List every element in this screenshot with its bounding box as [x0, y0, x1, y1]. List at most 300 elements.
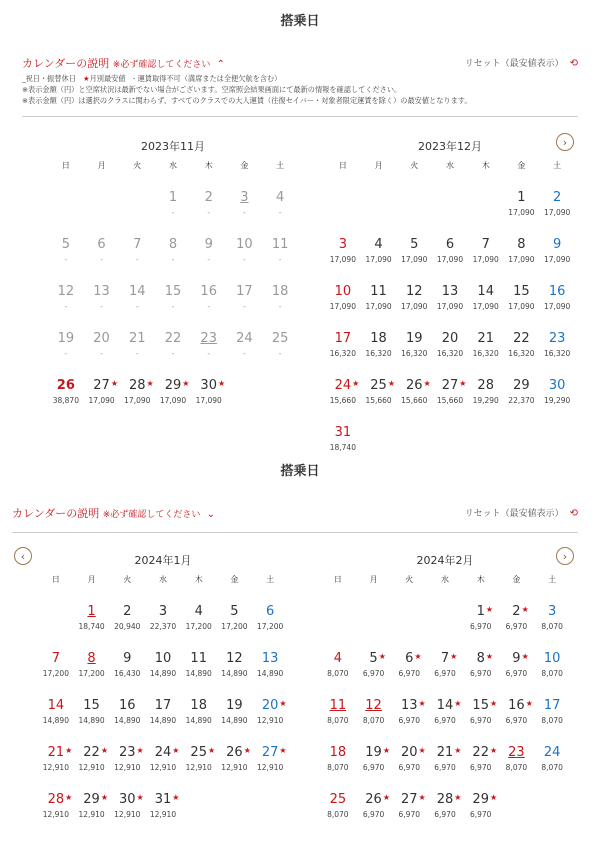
- day-cell[interactable]: [499, 637, 535, 684]
- lowest-fare-star-icon: ★: [489, 699, 498, 708]
- day-number-text: 1: [87, 604, 96, 619]
- day-cell[interactable]: [504, 317, 540, 364]
- day-cell[interactable]: [252, 637, 288, 684]
- day-cell[interactable]: [181, 590, 217, 637]
- day-cell[interactable]: [320, 684, 356, 731]
- day-number: [330, 696, 347, 716]
- day-fare: 17,090: [159, 396, 187, 405]
- day-cell[interactable]: [109, 637, 145, 684]
- day-fare: -: [135, 255, 139, 264]
- day-cell[interactable]: [325, 364, 361, 411]
- day-fare: 8,070: [327, 810, 349, 819]
- day-cell[interactable]: [74, 684, 110, 731]
- day-cell[interactable]: [325, 317, 361, 364]
- day-fare: 6,970: [469, 669, 492, 678]
- day-fare: -: [278, 302, 282, 311]
- day-cell[interactable]: [391, 731, 427, 778]
- day-cell: [191, 223, 227, 270]
- day-cell[interactable]: [396, 223, 432, 270]
- day-number-text: 27: [261, 745, 279, 760]
- empty-day-cell: [396, 176, 432, 223]
- weekday-label: 日: [333, 575, 342, 584]
- weekday-label: 水: [158, 575, 167, 584]
- day-cell[interactable]: [181, 637, 217, 684]
- day-number: [513, 329, 530, 349]
- day-cell[interactable]: [499, 590, 535, 637]
- day-number-text: 29: [164, 378, 182, 393]
- day-cell[interactable]: [181, 684, 217, 731]
- day-cell[interactable]: [539, 270, 575, 317]
- day-cell[interactable]: [534, 731, 570, 778]
- day-cell[interactable]: [463, 731, 499, 778]
- lowest-fare-star-icon: ★: [387, 379, 395, 388]
- day-number: [165, 282, 182, 302]
- day-cell[interactable]: [504, 270, 540, 317]
- day-fare: 12,910: [78, 810, 105, 819]
- day-number-text: 17: [334, 331, 352, 346]
- day-fare: 15,660: [365, 396, 392, 405]
- day-cell[interactable]: [391, 778, 427, 825]
- lowest-fare-star-icon: ★: [454, 699, 462, 708]
- weekday-label: 土: [276, 161, 285, 170]
- day-number-text: 21: [477, 331, 494, 346]
- legend-text: 月別最安値 - 運賃取得不可（満席または全便欠航を含む）: [89, 74, 282, 83]
- day-cell[interactable]: [252, 590, 288, 637]
- weekday-header: [325, 160, 575, 174]
- day-number: [548, 602, 556, 622]
- day-number: [365, 743, 390, 763]
- reset-label: リセット（最安値表示）: [464, 509, 564, 519]
- day-cell: [48, 270, 84, 317]
- day-cell[interactable]: [217, 684, 253, 731]
- day-cell[interactable]: [391, 684, 427, 731]
- day-cell[interactable]: [499, 684, 535, 731]
- day-cell[interactable]: [356, 684, 392, 731]
- day-cell[interactable]: [252, 731, 288, 778]
- day-number: [169, 188, 177, 208]
- day-number-text: 21: [436, 745, 454, 760]
- day-number-text: 22: [164, 331, 182, 346]
- day-fare: 17,090: [508, 302, 535, 311]
- day-fare: 17,090: [195, 396, 222, 405]
- day-fare: 6,970: [469, 622, 492, 631]
- day-cell[interactable]: [432, 317, 468, 364]
- day-cell[interactable]: [109, 778, 145, 825]
- day-cell[interactable]: [145, 778, 181, 825]
- day-number-text: 26: [56, 378, 75, 393]
- empty-day-cell: [356, 590, 392, 637]
- day-fare: 16,320: [401, 349, 428, 358]
- day-cell: [262, 270, 298, 317]
- weekday-label: 木: [476, 575, 485, 584]
- day-cell[interactable]: [396, 364, 432, 411]
- day-number-text: 4: [276, 190, 285, 205]
- day-cell[interactable]: [320, 637, 356, 684]
- day-number: [472, 743, 498, 763]
- day-cell[interactable]: [432, 364, 468, 411]
- day-cell[interactable]: [356, 778, 392, 825]
- day-number: [335, 282, 352, 302]
- lowest-fare-star-icon: ★: [450, 652, 458, 661]
- lowest-fare-star-icon: ★: [65, 793, 73, 802]
- day-cell[interactable]: [504, 176, 540, 223]
- day-number: [549, 282, 566, 302]
- day-cell[interactable]: [391, 637, 427, 684]
- day-cell[interactable]: [432, 270, 468, 317]
- day-number: [365, 696, 382, 716]
- day-cell[interactable]: [361, 223, 397, 270]
- day-cell[interactable]: [539, 364, 575, 411]
- day-number: [48, 696, 65, 716]
- day-cell[interactable]: [539, 176, 575, 223]
- day-number-text: 3: [240, 190, 249, 205]
- weekday-label: 金: [230, 575, 239, 584]
- day-number-text: 15: [164, 284, 182, 299]
- day-number: [512, 602, 529, 622]
- empty-day-cell: [38, 590, 74, 637]
- day-number: [370, 282, 387, 302]
- day-number: [93, 376, 118, 396]
- legend-line: [22, 73, 582, 84]
- day-number: [205, 188, 213, 208]
- day-cell[interactable]: [217, 637, 253, 684]
- day-number: [436, 790, 462, 810]
- day-number-text: 6: [266, 604, 275, 619]
- weekday-label: 日: [51, 575, 60, 584]
- day-fare: 6,970: [362, 763, 385, 772]
- day-fare: 22,370: [508, 396, 535, 405]
- day-number-text: 15: [83, 698, 100, 713]
- day-number: [477, 376, 494, 396]
- day-number-text: 19: [365, 745, 382, 760]
- day-cell[interactable]: [361, 270, 397, 317]
- weekday-label: 土: [266, 575, 275, 584]
- day-number-text: 27: [441, 378, 459, 393]
- day-fare: 6,970: [434, 669, 456, 678]
- lowest-fare-star-icon: ★: [418, 793, 426, 802]
- day-cell[interactable]: [468, 270, 504, 317]
- day-cell[interactable]: [539, 223, 575, 270]
- day-fare: 12,910: [78, 763, 105, 772]
- day-number-text: 19: [226, 698, 243, 713]
- day-cell[interactable]: [84, 364, 120, 411]
- day-cell[interactable]: [145, 590, 181, 637]
- calendar-explanation-toggle[interactable]: [22, 55, 228, 71]
- calendar-explanation-toggle[interactable]: [12, 505, 218, 521]
- day-cell[interactable]: [325, 223, 361, 270]
- day-cell[interactable]: [109, 684, 145, 731]
- day-fare: 12,910: [185, 763, 212, 772]
- weekday-label: 火: [133, 161, 142, 170]
- day-fare: -: [207, 349, 211, 358]
- lowest-fare-star-icon: ★: [136, 746, 144, 755]
- day-number-text: 11: [370, 284, 387, 299]
- day-number-text: 19: [406, 331, 423, 346]
- month-title: 2023年11月: [141, 140, 205, 153]
- legend-line: ※表示金額（円）と空席状況は最新でない場合がございます。空席照会結果画面にて最新の情報を確認してください。: [22, 85, 402, 94]
- day-number: [129, 282, 146, 302]
- day-cell[interactable]: [504, 364, 540, 411]
- day-number-text: 6: [445, 237, 455, 252]
- day-cell[interactable]: [145, 684, 181, 731]
- day-cell[interactable]: [191, 364, 227, 411]
- day-number-text: 13: [261, 651, 279, 666]
- day-cell[interactable]: [539, 317, 575, 364]
- day-fare: 17,090: [544, 255, 571, 264]
- day-number: [200, 282, 217, 302]
- day-cell[interactable]: [427, 778, 463, 825]
- day-number-text: 9: [553, 237, 562, 252]
- empty-day-cell: [325, 176, 361, 223]
- day-cell[interactable]: [74, 637, 110, 684]
- day-fare: 17,090: [508, 208, 535, 217]
- day-number: [334, 649, 342, 669]
- reset-icon: ⟲: [569, 58, 578, 69]
- day-number: [508, 743, 525, 763]
- day-number-text: 19: [57, 331, 75, 346]
- day-cell[interactable]: [361, 364, 397, 411]
- legend-text: _祝日・振替休日: [22, 74, 84, 83]
- day-fare: 18,740: [329, 443, 356, 452]
- reset-button[interactable]: [465, 506, 578, 519]
- day-fare: 19,290: [544, 396, 571, 405]
- day-cell[interactable]: [109, 731, 145, 778]
- lowest-fare-star-icon: ★: [172, 793, 180, 802]
- day-number-text: 18: [329, 745, 347, 760]
- day-number-text: 5: [410, 237, 419, 252]
- day-cell[interactable]: [48, 364, 84, 411]
- day-number-text: 14: [129, 284, 146, 299]
- day-cell[interactable]: [217, 590, 253, 637]
- day-fare: 17,090: [544, 302, 571, 311]
- day-number-text: 23: [548, 331, 566, 346]
- day-cell[interactable]: [109, 590, 145, 637]
- day-number-text: 18: [370, 331, 387, 346]
- lowest-fare-star-icon: ★: [279, 699, 287, 708]
- day-fare: 17,200: [42, 669, 69, 678]
- day-number: [477, 329, 494, 349]
- day-cell[interactable]: [468, 364, 504, 411]
- day-number: [517, 235, 525, 255]
- day-cell[interactable]: [38, 778, 74, 825]
- day-number: [87, 649, 95, 669]
- day-cell[interactable]: [534, 590, 570, 637]
- day-number-text: 30: [119, 792, 136, 807]
- lowest-fare-star-icon: ★: [217, 379, 226, 388]
- day-number: [57, 376, 75, 396]
- day-cell[interactable]: [534, 684, 570, 731]
- day-cell[interactable]: [155, 364, 191, 411]
- day-fare: -: [171, 302, 175, 311]
- empty-day-cell: [391, 590, 427, 637]
- weekday-label: 月: [97, 161, 106, 170]
- day-fare: 17,200: [78, 669, 105, 678]
- day-number-text: 17: [543, 698, 561, 713]
- day-cell[interactable]: [325, 411, 361, 458]
- day-fare: -: [207, 302, 211, 311]
- day-number: [330, 790, 347, 810]
- day-fare: -: [100, 302, 103, 311]
- day-fare: 6,970: [398, 669, 421, 678]
- empty-day-cell: [427, 590, 463, 637]
- day-cell[interactable]: [396, 270, 432, 317]
- day-cell[interactable]: [427, 731, 463, 778]
- day-number: [339, 235, 347, 255]
- day-number: [482, 235, 490, 255]
- day-cell[interactable]: [534, 637, 570, 684]
- day-cell[interactable]: [427, 684, 463, 731]
- day-number: [262, 649, 279, 669]
- day-fare: -: [278, 255, 282, 264]
- day-cell[interactable]: [320, 731, 356, 778]
- lowest-fare-star-icon: ★: [146, 379, 154, 388]
- day-number-text: 29: [472, 792, 489, 807]
- weekday-label: 水: [168, 161, 177, 170]
- day-cell[interactable]: [74, 778, 110, 825]
- day-fare: 16,320: [508, 349, 535, 358]
- day-number-text: 11: [329, 698, 347, 713]
- day-fare: 6,970: [362, 669, 385, 678]
- day-number-text: 17: [154, 698, 172, 713]
- legend-line: ※表示金額（円）は選択のクラスに関わらず、すべてのクラスでの大人運賃（往復セイバー・対象者限定運賃を除く）の最安値となります。: [22, 96, 472, 105]
- chevron-right-icon: ›: [562, 136, 568, 149]
- day-cell[interactable]: [320, 778, 356, 825]
- day-number-text: 13: [93, 284, 110, 299]
- day-number: [406, 376, 431, 396]
- day-cell[interactable]: [252, 684, 288, 731]
- day-cell[interactable]: [74, 731, 110, 778]
- day-cell[interactable]: [145, 637, 181, 684]
- day-number-text: 10: [543, 651, 561, 666]
- day-cell[interactable]: [74, 590, 110, 637]
- day-fare: 12,910: [257, 763, 284, 772]
- day-grid: [325, 176, 575, 458]
- day-fare: 14,890: [78, 716, 105, 725]
- day-cell: [191, 176, 227, 223]
- day-cell[interactable]: [361, 317, 397, 364]
- day-number: [200, 329, 217, 349]
- day-cell[interactable]: [356, 637, 392, 684]
- day-fare: 17,200: [257, 622, 284, 631]
- weekday-label: 金: [240, 161, 249, 170]
- day-cell[interactable]: [181, 731, 217, 778]
- day-fare: 8,070: [505, 763, 528, 772]
- weekday-header: [38, 574, 288, 588]
- day-number-text: 2: [204, 190, 213, 205]
- day-cell[interactable]: [504, 223, 540, 270]
- day-number: [58, 282, 75, 302]
- day-cell[interactable]: [463, 590, 499, 637]
- day-cell[interactable]: [463, 684, 499, 731]
- day-number: [236, 282, 253, 302]
- day-number-text: 7: [133, 237, 142, 252]
- day-number-text: 30: [548, 378, 566, 393]
- day-number: [512, 649, 529, 669]
- day-number: [129, 329, 146, 349]
- day-number: [47, 790, 73, 810]
- day-cell: [155, 223, 191, 270]
- day-cell[interactable]: [145, 731, 181, 778]
- day-cell[interactable]: [427, 637, 463, 684]
- day-number: [405, 649, 422, 669]
- day-number: [544, 649, 561, 669]
- day-cell[interactable]: [38, 731, 74, 778]
- day-cell[interactable]: [499, 731, 535, 778]
- day-fare: 12,910: [149, 763, 177, 772]
- day-number: [406, 282, 423, 302]
- day-number: [93, 329, 110, 349]
- day-number: [442, 282, 459, 302]
- prev-month-button[interactable]: [14, 547, 32, 565]
- day-fare: 14,890: [221, 669, 248, 678]
- day-cell: [155, 270, 191, 317]
- day-grid: [38, 590, 288, 825]
- day-fare: 6,970: [505, 669, 528, 678]
- day-number-text: 17: [236, 284, 253, 299]
- day-cell[interactable]: [396, 317, 432, 364]
- day-number: [330, 743, 347, 763]
- day-number-text: 4: [194, 604, 203, 619]
- day-fare: 8,070: [327, 669, 349, 678]
- day-number: [508, 696, 533, 716]
- day-number-text: 1: [476, 604, 485, 619]
- lowest-fare-star-icon: ★: [454, 793, 462, 802]
- day-fare: 6,970: [434, 716, 456, 725]
- day-fare: 17,200: [221, 622, 248, 631]
- empty-day-cell: [119, 176, 155, 223]
- day-number: [165, 329, 182, 349]
- day-cell: [48, 223, 84, 270]
- day-cell[interactable]: [119, 364, 155, 411]
- day-cell[interactable]: [468, 223, 504, 270]
- day-cell[interactable]: [38, 684, 74, 731]
- weekday-label: 金: [517, 161, 526, 170]
- day-number: [401, 696, 426, 716]
- day-cell: [191, 270, 227, 317]
- day-cell: [155, 176, 191, 223]
- day-cell[interactable]: [217, 731, 253, 778]
- day-number-text: 23: [508, 745, 525, 760]
- day-number: [119, 696, 136, 716]
- month-calendar: [48, 138, 298, 411]
- day-cell[interactable]: [468, 317, 504, 364]
- day-number-text: 2: [553, 190, 562, 205]
- day-cell[interactable]: [38, 637, 74, 684]
- lowest-fare-star-icon: ★: [100, 793, 108, 802]
- day-number-text: 25: [190, 745, 207, 760]
- day-number-text: 22: [513, 331, 530, 346]
- day-number: [87, 602, 95, 622]
- day-fare: 17,090: [88, 396, 115, 405]
- day-cell[interactable]: [432, 223, 468, 270]
- month-title: 2024年1月: [134, 554, 192, 567]
- day-cell[interactable]: [463, 637, 499, 684]
- lowest-fare-star-icon: ★: [418, 699, 426, 708]
- day-fare: 17,200: [185, 622, 212, 631]
- day-number: [47, 743, 73, 763]
- day-fare: 12,910: [114, 810, 141, 819]
- day-fare: 19,290: [472, 396, 499, 405]
- reset-button[interactable]: [465, 56, 578, 69]
- day-number-text: 29: [513, 378, 530, 393]
- day-cell[interactable]: [463, 778, 499, 825]
- weekday-label: 土: [553, 161, 562, 170]
- day-cell[interactable]: [325, 270, 361, 317]
- day-number-text: 9: [512, 651, 521, 666]
- day-cell[interactable]: [356, 731, 392, 778]
- day-fare: 16,320: [329, 349, 356, 358]
- day-grid: [48, 176, 298, 411]
